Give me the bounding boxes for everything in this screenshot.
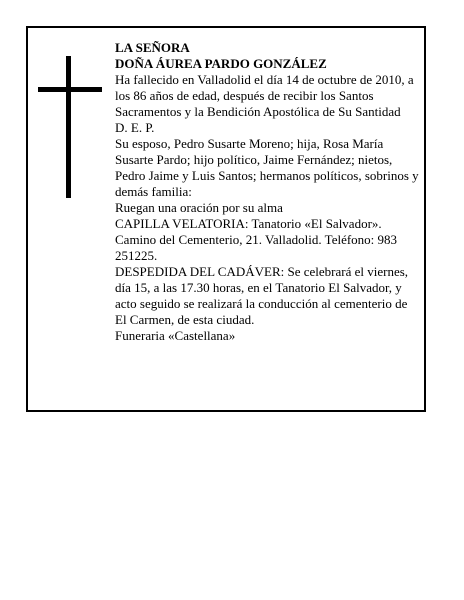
notice-text — [115, 40, 421, 344]
obituary-notice — [26, 26, 426, 412]
notice-title: LA SEÑORA — [115, 40, 190, 55]
cross-icon — [38, 56, 102, 198]
farewell-details: DESPEDIDA DEL CADÁVER: Se celebrará el viernes, día 15, a las 17.30 horas, en el Tanatorio El Salvador, y acto seguido se realizará la conducción al cementerio de El Carmen, de esta ciudad. — [115, 264, 409, 327]
dep-line: D. E. P. — [115, 120, 155, 135]
prayer-request: Ruegan una oración por su alma — [115, 200, 283, 215]
death-statement: Ha fallecido en Valladolid el día 14 de octubre de 2010, a los 86 años de edad, después de recibir los Santos Sacramentos y la Bendición Apostólica de Su Santidad — [115, 72, 414, 119]
family-list: Su esposo, Pedro Susarte Moreno; hija, Rosa María Susarte Pardo; hijo político, Jaime Fernández; nietos, Pedro Jaime y Luis Santos; hermanos políticos, sobrinos y demás familia: — [115, 136, 419, 199]
funeral-home: Funeraria «Castellana» — [115, 328, 236, 343]
wake-details: CAPILLA VELATORIA: Tanatorio «El Salvador». Camino del Cementerio, 21. Valladolid. Teléfono: 983 251225. — [115, 216, 398, 263]
cross-horizontal-bar — [38, 87, 102, 92]
cross-vertical-bar — [66, 56, 71, 198]
deceased-name: DOÑA ÁUREA PARDO GONZÁLEZ — [115, 56, 327, 71]
